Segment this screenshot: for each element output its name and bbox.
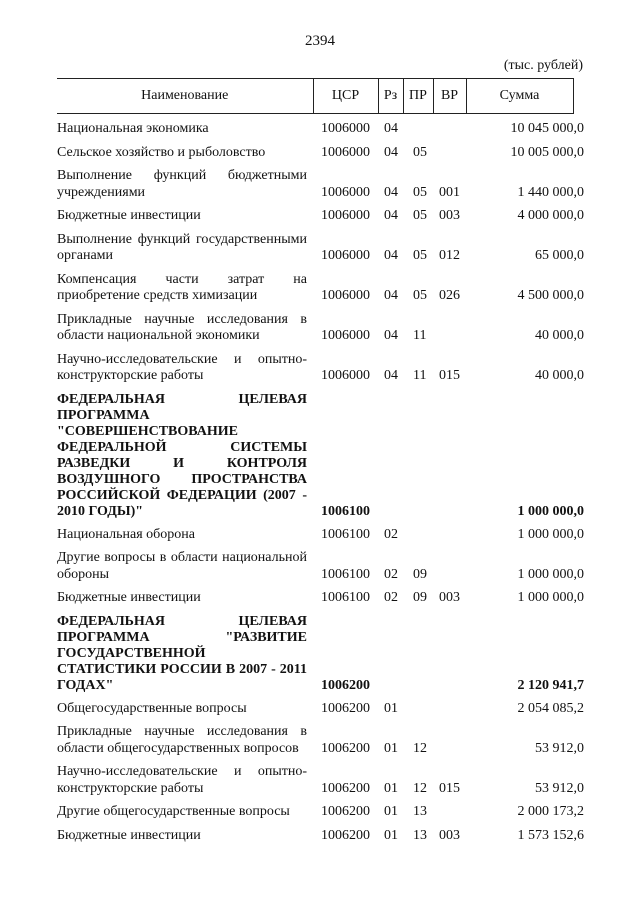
cell-vr [433,520,466,544]
cell-sum: 1 000 000,0 [517,566,584,582]
cell-pr [403,607,433,694]
cell-sum: 10 005 000,0 [510,144,584,160]
cell-rz: 04 [384,121,398,136]
table-row [57,821,573,845]
cell-vr: 003 [439,208,460,223]
cell-name: Другие вопросы в области национальной обороны [57,550,307,582]
cell-rz: 01 [384,700,398,716]
cell-rz: 01 [384,740,398,756]
cell-csr: 1006100 [321,590,370,605]
cell-vr: 012 [439,248,460,263]
cell-pr: 05 [413,208,427,223]
cell-sum: 40 000,0 [535,328,584,343]
cell-sum: 1 573 152,6 [517,827,584,843]
cell-sum: 40 000,0 [535,368,584,383]
cell-sum: 1 000 000,0 [517,526,584,542]
cell-rz: 01 [384,827,398,843]
cell-csr: 1006000 [321,184,370,200]
cell-vr [433,138,466,162]
cell-pr: 09 [413,566,427,582]
cell-vr [433,797,466,821]
cell-name: Общегосударственные вопросы [57,700,247,716]
cell-csr: 1006100 [321,566,370,582]
table-row [57,161,573,201]
table-body [57,114,584,845]
table-row [57,201,573,225]
table-row [57,305,573,345]
units-note: (тыс. рублей) [503,58,583,73]
cell-pr [403,385,433,520]
cell-name: Другие общегосударственные вопросы [57,804,290,819]
table-row [57,797,573,821]
cell-csr: 1006000 [321,288,370,303]
cell-pr: 05 [413,288,427,303]
cell-rz: 02 [384,590,398,605]
table-row [57,114,573,138]
cell-name: Бюджетные инвестиции [57,590,201,605]
budget-table [57,78,584,844]
header-pr: ПР [403,79,433,114]
cell-name: Научно-исследовательские и опытно-конструкторские работы [57,764,307,796]
cell-pr: 13 [413,804,427,819]
cell-vr [433,717,466,757]
cell-name: Прикладные научные исследования в области общегосударственных вопросов [57,724,307,756]
cell-pr: 05 [413,248,427,263]
cell-rz [378,607,403,694]
cell-pr: 11 [413,328,427,343]
cell-name: Сельское хозяйство и рыболовство [57,144,266,160]
cell-name: Национальная оборона [57,526,195,542]
cell-sum: 10 045 000,0 [510,121,584,136]
cell-rz: 04 [384,144,398,160]
cell-sum: 65 000,0 [535,248,584,263]
cell-pr [403,520,433,544]
cell-sum: 1 000 000,0 [517,503,584,519]
cell-sum: 4 000 000,0 [517,208,584,223]
cell-name: Прикладные научные исследования в области национальной экономики [57,311,307,343]
table-row [57,694,573,718]
table-row [57,543,573,583]
cell-rz: 04 [384,248,398,263]
cell-vr: 015 [439,780,460,796]
cell-csr: 1006000 [321,248,370,263]
cell-csr: 1006200 [321,804,370,819]
table-row [57,225,573,265]
cell-pr: 05 [413,144,427,160]
cell-vr: 003 [439,827,460,843]
header-vr: ВР [433,79,466,114]
cell-vr: 003 [439,590,460,605]
cell-name: Научно-исследовательские и опытно-конструкторские работы [57,351,307,383]
cell-sum: 2 000 173,2 [517,804,584,819]
cell-rz: 04 [384,208,398,223]
table-row [57,138,573,162]
table-header-row [57,79,573,114]
cell-name: Выполнение функций бюджетными учреждениями [57,168,307,200]
cell-name: ФЕДЕРАЛЬНАЯ ЦЕЛЕВАЯ ПРОГРАММА "РАЗВИТИЕ ГОСУДАРСТВЕННОЙ СТАТИСТИКИ РОССИИ В 2007 - 2011 ГОДАХ" [57,613,307,693]
cell-pr: 12 [413,740,427,756]
table-row [57,717,573,757]
cell-rz: 04 [384,368,398,383]
cell-csr: 1006200 [321,740,370,756]
header-name: Наименование [57,79,313,114]
cell-pr [403,694,433,718]
cell-pr: 11 [413,368,427,383]
cell-vr: 026 [439,288,460,303]
cell-name: Выполнение функций государственными органами [57,231,307,263]
cell-rz: 04 [384,288,398,303]
cell-vr [433,694,466,718]
table-row [57,607,573,694]
cell-rz: 02 [384,526,398,542]
cell-vr [433,607,466,694]
cell-name: Бюджетные инвестиции [57,827,201,843]
table-row [57,345,573,385]
cell-csr: 1006200 [321,700,370,716]
table-row [57,583,573,607]
header-csr: ЦСР [313,79,378,114]
cell-rz: 01 [384,804,398,819]
cell-csr: 1006200 [321,780,370,796]
cell-csr: 1006100 [321,526,370,542]
cell-pr: 09 [413,590,427,605]
cell-csr: 1006000 [321,368,370,383]
cell-sum: 53 912,0 [535,740,584,756]
cell-vr [433,305,466,345]
table-row [57,757,573,797]
cell-rz: 01 [384,780,398,796]
cell-pr: 12 [413,780,427,796]
table-row [57,385,573,520]
page-number: 2394 [305,33,335,49]
cell-sum: 2 054 085,2 [517,700,584,716]
cell-vr [433,385,466,520]
cell-name: Национальная экономика [57,121,209,136]
cell-csr: 1006200 [321,677,370,693]
cell-rz: 04 [384,328,398,343]
header-rz: Рз [378,79,403,114]
cell-vr: 015 [439,368,460,383]
cell-sum: 1 000 000,0 [517,590,584,605]
cell-sum: 4 500 000,0 [517,288,584,303]
cell-pr [403,114,433,138]
cell-name: ФЕДЕРАЛЬНАЯ ЦЕЛЕВАЯ ПРОГРАММА "СОВЕРШЕНСТВОВАНИЕ ФЕДЕРАЛЬНОЙ СИСТЕМЫ РАЗВЕДКИ И КОНТРОЛЯ ВОЗДУШНОГО ПРОСТРАНСТВА РОССИЙСКОЙ ФЕДЕРАЦИИ (2007 - 2010 ГОДЫ)" [57,391,307,519]
cell-pr: 05 [413,184,427,200]
cell-pr: 13 [413,827,427,843]
cell-csr: 1006000 [321,328,370,343]
cell-rz: 02 [384,566,398,582]
cell-rz [378,385,403,520]
cell-vr: 001 [439,184,460,200]
header-sum: Сумма [466,79,573,114]
cell-sum: 1 440 000,0 [517,184,584,200]
cell-csr: 1006200 [321,827,370,843]
table-row [57,265,573,305]
cell-sum: 53 912,0 [535,780,584,796]
cell-sum: 2 120 941,7 [517,677,584,693]
cell-csr: 1006100 [321,503,370,519]
cell-vr [433,114,466,138]
cell-name: Бюджетные инвестиции [57,208,201,223]
cell-name: Компенсация части затрат на приобретение средств химизации [57,271,307,303]
cell-rz: 04 [384,184,398,200]
cell-vr [433,543,466,583]
cell-csr: 1006000 [321,121,370,136]
table-row [57,520,573,544]
cell-csr: 1006000 [321,144,370,160]
cell-csr: 1006000 [321,208,370,223]
